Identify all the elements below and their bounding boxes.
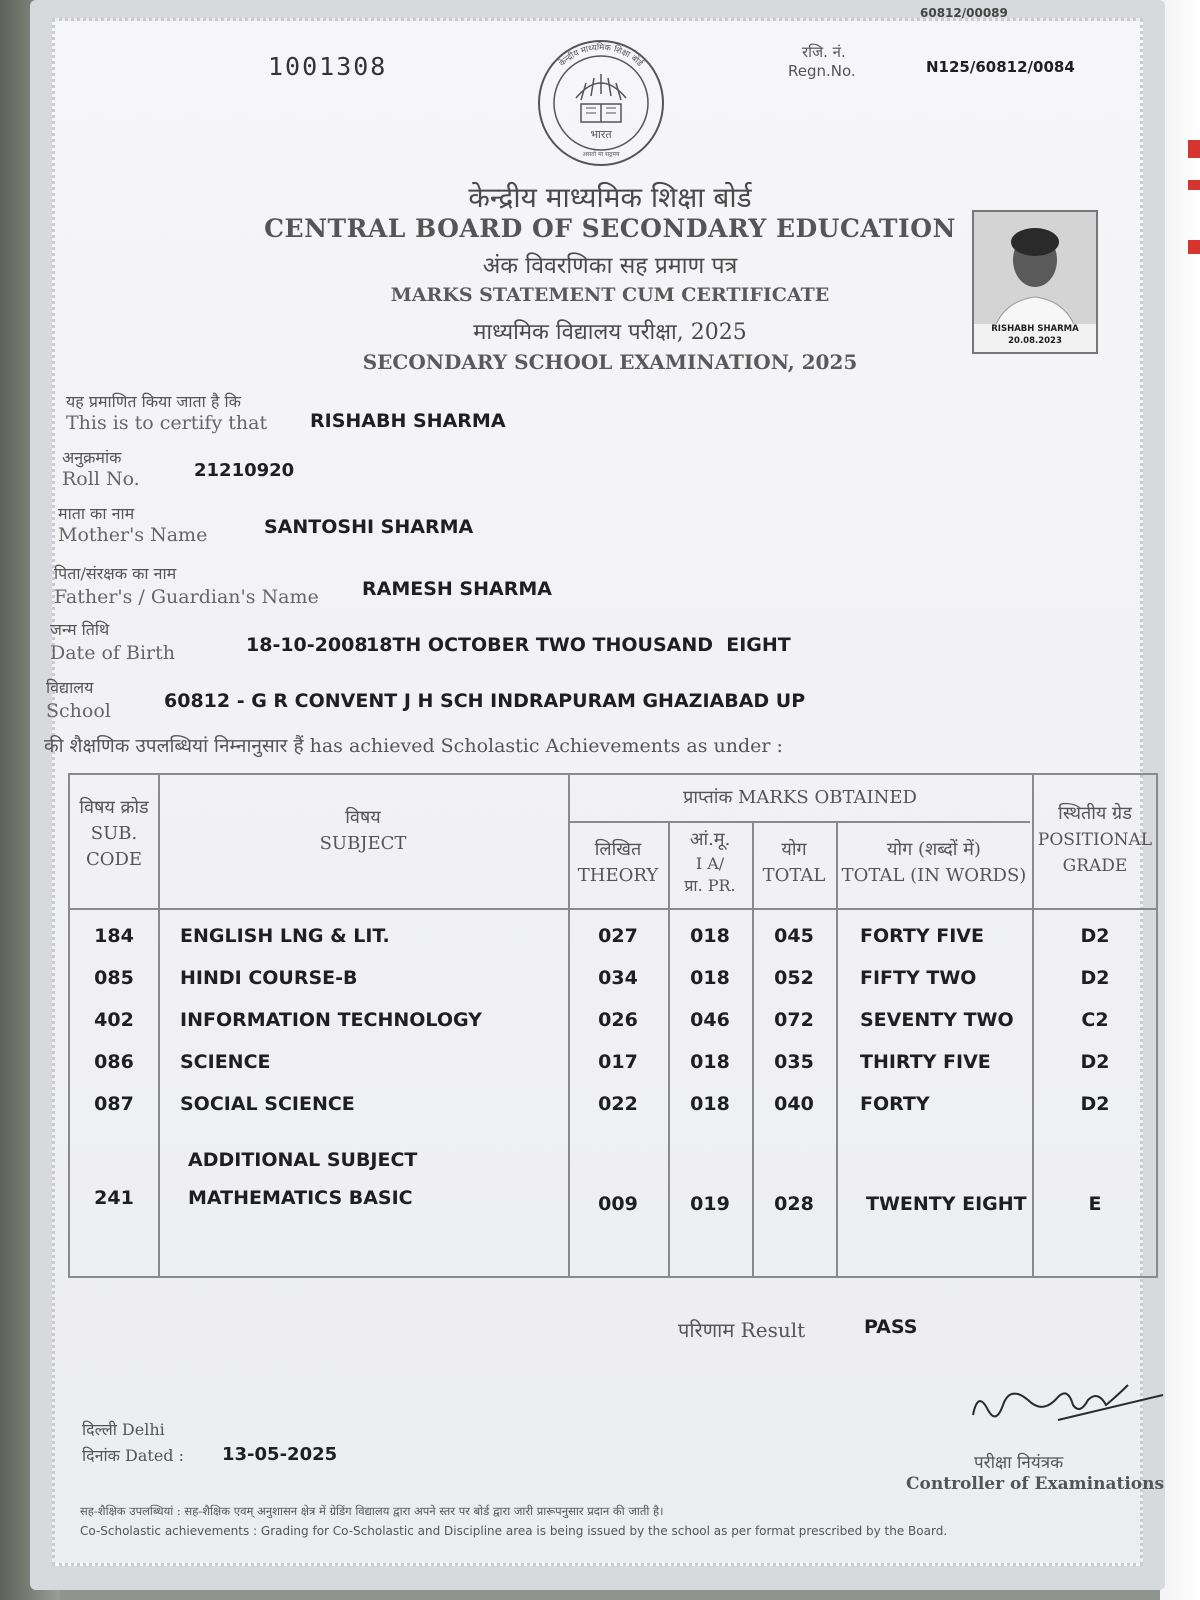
header-words-hindi: योग (शब्दों में) [887, 839, 981, 860]
dated-label: दिनांक Dated : [82, 1446, 185, 1465]
controller-label-hindi: परीक्षा नियंत्रक [974, 1453, 1064, 1473]
certificate-sheet [30, 0, 1165, 1590]
total-marks: 028 [774, 1193, 814, 1215]
marks-table [68, 773, 1158, 1278]
header-theory-hindi: लिखित [594, 839, 642, 860]
result-label: परिणाम Result [678, 1318, 806, 1342]
photo-caption-name: RISHABH SHARMA [991, 324, 1079, 334]
certificate-number: 1001308 [268, 52, 388, 81]
co-scholastic-note: Co-Scholastic achievements : Grading for Co-Scholastic and Discipline area is being issued by the school as per format prescribed by the Board. [80, 1524, 948, 1538]
exam-title-hindi: माध्यमिक विद्यालय परीक्षा, 2025 [473, 320, 747, 345]
grade: D2 [1080, 1093, 1110, 1115]
grade: C2 [1081, 1009, 1109, 1031]
ia-marks: 018 [690, 925, 730, 947]
sub-code: 086 [94, 1051, 134, 1073]
header-marks-obtained: प्राप्तांक MARKS OBTAINED [683, 787, 917, 808]
photo-caption-date: 20.08.2023 [1008, 336, 1062, 346]
header-ia-hindi: आं.मू. [689, 829, 731, 850]
additional-subject-heading: ADDITIONAL SUBJECT [188, 1149, 418, 1171]
table-header-rule [70, 908, 1156, 910]
sub-code: 184 [94, 925, 134, 947]
school-label-hindi: विद्यालय [46, 678, 94, 697]
grade: D2 [1080, 967, 1110, 989]
theory-marks: 009 [598, 1193, 638, 1215]
header-total: TOTAL [762, 865, 826, 886]
background-mark [1188, 140, 1200, 158]
theory-marks: 027 [598, 925, 638, 947]
regn-label-hindi: रजि. नं. [802, 43, 846, 61]
header-code: CODE [85, 849, 143, 870]
table-divider [568, 821, 1030, 823]
total-in-words: THIRTY FIVE [860, 1051, 991, 1073]
signature-icon [968, 1375, 1168, 1435]
co-scholastic-note-hindi: सह-शैक्षिक उपलब्धियां : सह-शैक्षिक एवम् अनुशासन क्षेत्र में ग्रेडिंग विद्यालय द्वारा अपने स्तर पर बोर्ड द्वारा जारी प्रारूपनुसार प्रदान की जाती है। [80, 1504, 664, 1518]
total-marks: 035 [774, 1051, 814, 1073]
background-mark [1188, 240, 1200, 254]
school-label: School [46, 700, 111, 722]
roll-label: Roll No. [62, 468, 140, 490]
controller-label: Controller of Examinations [906, 1474, 1165, 1494]
seal-top-text: केन्द्रीय माध्यमिक शिक्षा बोर्ड [557, 42, 645, 69]
header-code-sub: SUB. [90, 823, 138, 844]
document-title: MARKS STATEMENT CUM CERTIFICATE [390, 284, 830, 306]
subject-name: ENGLISH LNG & LIT. [180, 925, 390, 947]
cbse-seal-icon [536, 38, 666, 168]
total-marks: 045 [774, 925, 814, 947]
father-label-hindi: पिता/संरक्षक का नाम [54, 564, 177, 583]
roll-number: 21210920 [194, 460, 295, 481]
subject-name: SCIENCE [180, 1051, 271, 1073]
subject-name: INFORMATION TECHNOLOGY [180, 1009, 482, 1031]
header-words: TOTAL (IN WORDS) [841, 865, 1027, 886]
board-name-hindi: केन्द्रीय माध्यमिक शिक्षा बोर्ड [468, 181, 752, 214]
table-divider [836, 821, 838, 1276]
roll-label-hindi: अनुक्रमांक [62, 448, 122, 467]
issue-date: 13-05-2025 [222, 1444, 338, 1465]
dob-label: Date of Birth [50, 642, 175, 664]
certify-label-hindi: यह प्रमाणित किया जाता है कि [66, 392, 241, 411]
student-name: RISHABH SHARMA [310, 410, 506, 432]
total-marks: 040 [774, 1093, 814, 1115]
board-name: CENTRAL BOARD OF SECONDARY EDUCATION [264, 214, 956, 243]
mother-label: Mother's Name [58, 524, 208, 546]
background-mark [1188, 180, 1200, 190]
regn-number: N125/60812/0084 [926, 58, 1075, 76]
ia-marks: 018 [690, 1093, 730, 1115]
subject-name: HINDI COURSE-B [180, 967, 358, 989]
header-theory: THEORY [577, 865, 659, 886]
sub-code: 402 [94, 1009, 134, 1031]
header-grade-positional: POSITIONAL [1037, 830, 1153, 850]
ia-marks: 018 [690, 967, 730, 989]
theory-marks: 022 [598, 1093, 638, 1115]
total-in-words: FORTY FIVE [860, 925, 984, 947]
ia-marks: 019 [690, 1193, 730, 1215]
mother-name: SANTOSHI SHARMA [264, 516, 474, 538]
grade: D2 [1080, 1051, 1110, 1073]
theory-marks: 026 [598, 1009, 638, 1031]
total-marks: 052 [774, 967, 814, 989]
dob-label-hindi: जन्म तिथि [50, 620, 110, 639]
header-subject: SUBJECT [319, 833, 407, 854]
total-in-words: TWENTY EIGHT [866, 1193, 1027, 1215]
mother-label-hindi: माता का नाम [58, 504, 135, 523]
grade: D2 [1080, 925, 1110, 947]
header-ia: I A/ [695, 854, 725, 873]
theory-marks: 017 [598, 1051, 638, 1073]
father-name: RAMESH SHARMA [362, 578, 552, 600]
sub-code: 087 [94, 1093, 134, 1115]
ia-marks: 018 [690, 1051, 730, 1073]
seal-bottom-text: भारत [590, 128, 612, 141]
total-in-words: SEVENTY TWO [860, 1009, 1014, 1031]
top-serial: 60812/00089 [920, 6, 1008, 20]
dob-value: 18-10-2008 [246, 634, 368, 656]
grade: E [1088, 1193, 1102, 1215]
header-total-hindi: योग [781, 839, 807, 860]
sub-code: 085 [94, 967, 134, 989]
total-in-words: FIFTY TWO [860, 967, 977, 989]
subject-name: SOCIAL SCIENCE [180, 1093, 355, 1115]
total-marks: 072 [774, 1009, 814, 1031]
header-practical: प्रा. PR. [684, 876, 736, 895]
student-photo [972, 210, 1098, 354]
header-code-hindi: विषय क्रोड [79, 797, 149, 818]
school-name: 60812 - G R CONVENT J H SCH INDRAPURAM GHAZIABAD UP [164, 690, 806, 712]
header-grade-hindi: स्थितीय ग्रेड [1058, 803, 1132, 824]
total-in-words: FORTY [860, 1093, 930, 1115]
subject-name: MATHEMATICS BASIC [188, 1187, 413, 1209]
exam-title: SECONDARY SCHOOL EXAMINATION, 2025 [362, 350, 858, 374]
sub-code: 241 [94, 1187, 134, 1209]
father-label: Father's / Guardian's Name [54, 586, 319, 608]
certify-label: This is to certify that [66, 412, 268, 434]
result-value: PASS [864, 1316, 918, 1338]
document-title-hindi: अंक विवरणिका सह प्रमाण पत्र [482, 253, 738, 279]
theory-marks: 034 [598, 967, 638, 989]
seal-motto: असतो मा सद्गमय [582, 151, 620, 158]
place: दिल्ली Delhi [82, 1420, 165, 1439]
dob-in-words: 18TH OCTOBER TWO THOUSAND EIGHT [366, 634, 791, 656]
ia-marks: 046 [690, 1009, 730, 1031]
header-grade: GRADE [1062, 856, 1128, 876]
header-subject-hindi: विषय [345, 807, 381, 828]
regn-label: Regn.No. [788, 62, 856, 80]
achievements-line: की शैक्षणिक उपलब्धियां निम्नानुसार हैं has achieved Scholastic Achievements as under : [44, 735, 783, 757]
